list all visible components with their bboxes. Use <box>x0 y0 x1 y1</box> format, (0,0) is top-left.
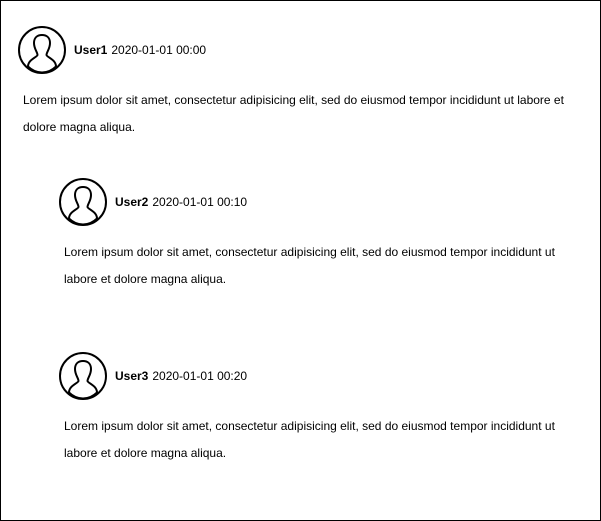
comment-meta <box>115 195 247 209</box>
comment-item <box>59 178 579 293</box>
comment-text: Lorem ipsum dolor sit amet, consectetur adipisicing elit, sed do eiusmod tempor incididunt ut labore et dolore magna aliqua. <box>64 419 555 460</box>
comment-text: Lorem ipsum dolor sit amet, consectetur adipisicing elit, sed do eiusmod tempor incididunt ut labore et dolore magna aliqua. <box>23 93 564 134</box>
comment-item <box>59 352 579 467</box>
comment-header <box>59 352 579 400</box>
timestamp: 2020-01-01 00:20 <box>152 369 248 383</box>
avatar <box>59 178 107 226</box>
avatar <box>18 26 66 74</box>
comment-item <box>18 26 578 141</box>
comment-header <box>59 178 579 226</box>
comment-header <box>18 26 578 74</box>
timestamp: 2020-01-01 00:00 <box>111 43 207 57</box>
username: User1 <box>74 43 108 57</box>
user-silhouette-icon <box>59 352 107 400</box>
username: User2 <box>115 195 149 209</box>
timestamp: 2020-01-01 00:10 <box>152 195 248 209</box>
comment-meta <box>74 43 206 57</box>
user-silhouette-icon <box>59 178 107 226</box>
comment-text: Lorem ipsum dolor sit amet, consectetur adipisicing elit, sed do eiusmod tempor incididunt ut labore et dolore magna aliqua. <box>64 245 555 286</box>
user-silhouette-icon <box>18 26 66 74</box>
avatar <box>59 352 107 400</box>
username: User3 <box>115 369 149 383</box>
comment-meta <box>115 369 247 383</box>
